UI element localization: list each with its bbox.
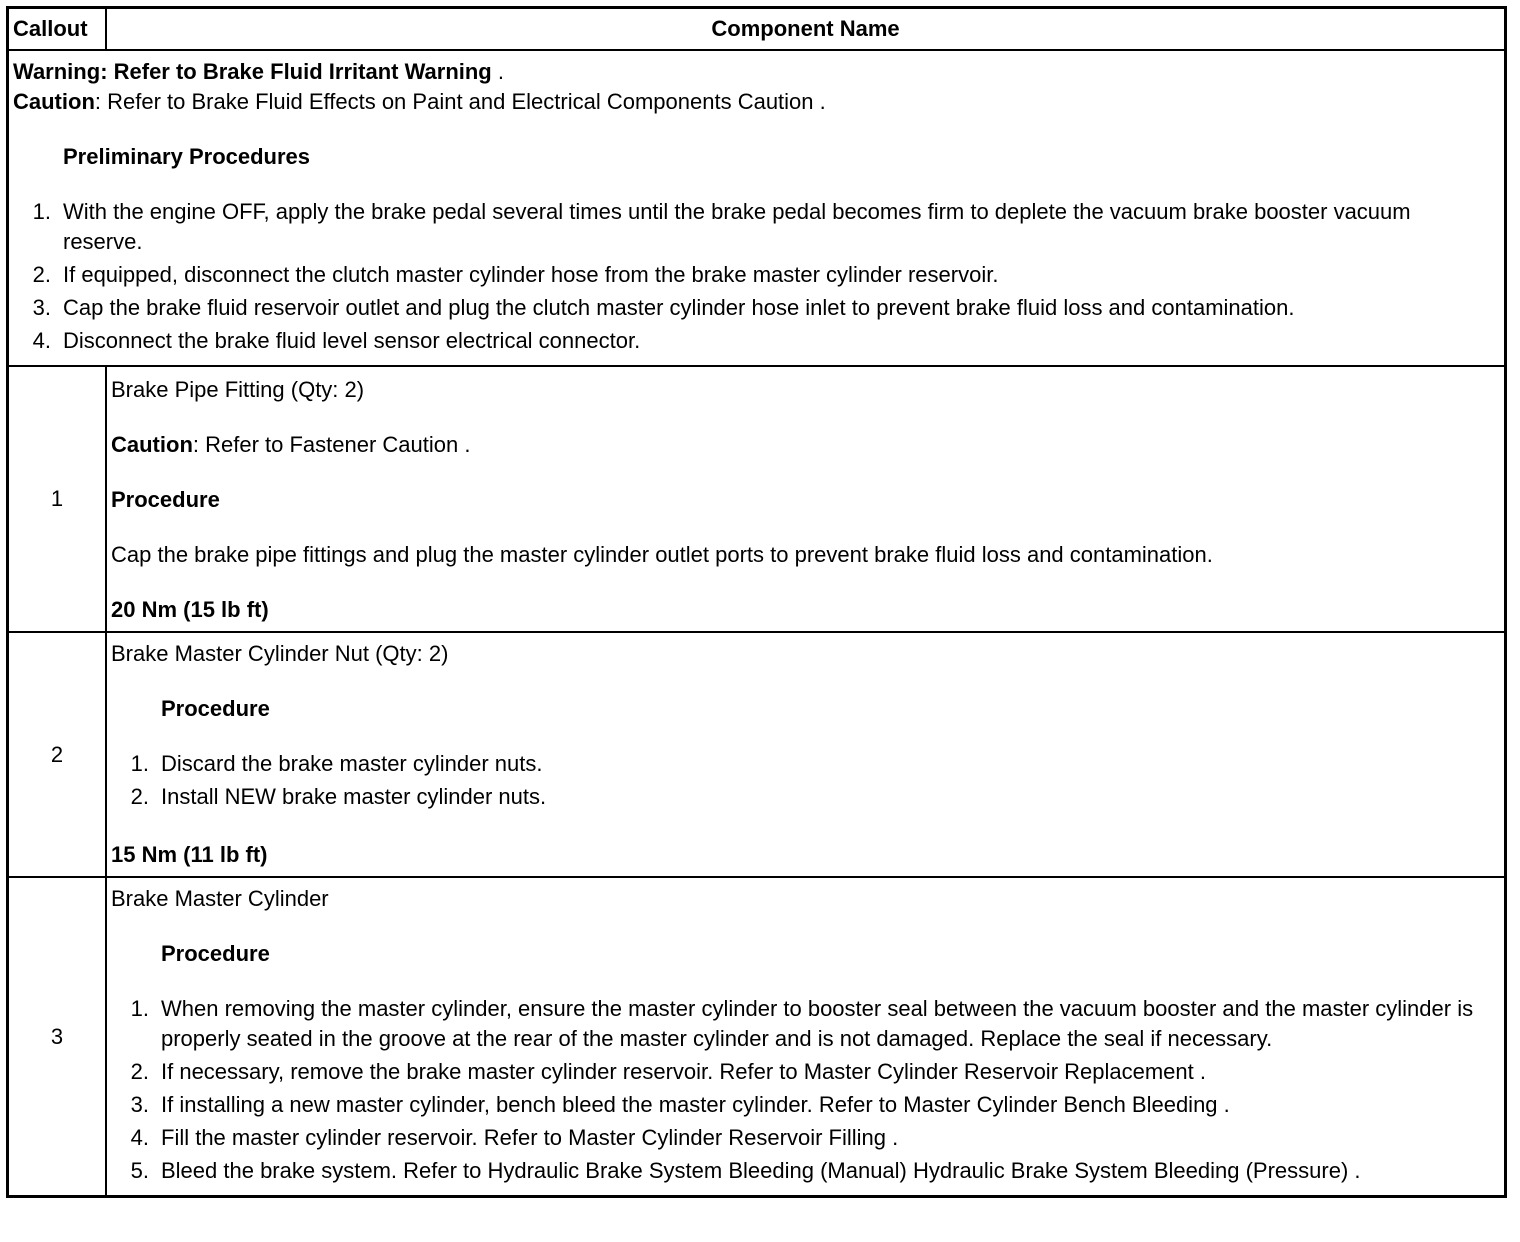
callout-header: Callout bbox=[8, 8, 107, 51]
callout-number: 3 bbox=[8, 877, 107, 1197]
list-item: 3. Cap the brake fluid reservoir outlet and plug the clutch master cylinder hose inlet to prevent brake fluid loss and contamination. bbox=[32, 295, 1295, 320]
warning-label: Warning bbox=[13, 59, 101, 84]
caution-label: Caution bbox=[13, 89, 95, 114]
caution-text: : Refer to Brake Fluid Effects on Paint and Electrical Components Caution bbox=[94, 89, 814, 114]
list-item: 2. If necessary, remove the brake master cylinder reservoir. Refer to Master Cylinder Reservoir Replacement . bbox=[130, 1059, 1206, 1084]
table-row bbox=[8, 366, 1506, 632]
table-row bbox=[8, 632, 1506, 877]
preliminary-steps bbox=[13, 197, 1496, 356]
list-item: 5. Bleed the brake system. Refer to Hydraulic Brake System Bleeding (Manual) Hydraulic Brake System Bleeding (Pressure) . bbox=[130, 1158, 1361, 1183]
procedure-steps bbox=[111, 994, 1496, 1186]
list-item: 3. If installing a new master cylinder, bench bleed the master cylinder. Refer to Master Cylinder Bench Bleeding . bbox=[130, 1092, 1230, 1117]
warning-line: Warning: Refer to Brake Fluid Irritant Warning . bbox=[13, 59, 504, 84]
torque-spec: 15 Nm (11 lb ft) bbox=[111, 842, 268, 867]
component-name: Brake Pipe Fitting (Qty: 2) bbox=[111, 377, 365, 402]
torque-spec: 20 Nm (15 lb ft) bbox=[111, 597, 269, 622]
procedure-heading: Procedure bbox=[111, 487, 220, 512]
component-name-header: Component Name bbox=[106, 8, 1506, 51]
table-row bbox=[8, 877, 1506, 1197]
caution-line: Caution: Refer to Fastener Caution . bbox=[111, 432, 471, 457]
preliminary-heading: Preliminary Procedures bbox=[63, 144, 311, 169]
procedure-heading: Procedure bbox=[161, 696, 270, 721]
procedure-steps bbox=[111, 749, 1496, 812]
component-name: Brake Master Cylinder bbox=[111, 886, 329, 911]
list-item: 1. When removing the master cylinder, ensure the master cylinder to booster seal between the vacuum booster and the master cylinder is properly seated in the groove at the rear of the master cylinder and is not damaged. Replace the seal if necessary. bbox=[130, 996, 1474, 1051]
list-item: 1. Discard the brake master cylinder nuts. bbox=[130, 751, 543, 776]
callout-number: 1 bbox=[8, 366, 107, 632]
caution-line: Caution: Refer to Brake Fluid Effects on Paint and Electrical Components Caution . bbox=[13, 89, 826, 114]
procedure-text: Cap the brake pipe fittings and plug the master cylinder outlet ports to prevent brake fluid loss and contamination. bbox=[111, 542, 1213, 567]
component-name: Brake Master Cylinder Nut (Qty: 2) bbox=[111, 641, 449, 666]
list-item: 1. With the engine OFF, apply the brake pedal several times until the brake pedal becomes firm to deplete the vacuum brake booster vacuum reserve. bbox=[32, 199, 1411, 254]
list-item: 2. If equipped, disconnect the clutch master cylinder hose from the brake master cylinder reservoir. bbox=[32, 262, 999, 287]
callout-number: 2 bbox=[8, 632, 107, 877]
list-item: 2. Install NEW brake master cylinder nuts. bbox=[130, 784, 547, 809]
intro-row bbox=[8, 50, 1506, 366]
procedure-heading: Procedure bbox=[161, 941, 270, 966]
list-item: 4. Disconnect the brake fluid level sensor electrical connector. bbox=[32, 328, 641, 353]
list-item: 4. Fill the master cylinder reservoir. Refer to Master Cylinder Reservoir Filling . bbox=[130, 1125, 899, 1150]
procedure-table bbox=[6, 6, 1507, 1198]
warning-text: : Refer to Brake Fluid Irritant Warning bbox=[100, 59, 492, 84]
header-row bbox=[8, 8, 1506, 51]
